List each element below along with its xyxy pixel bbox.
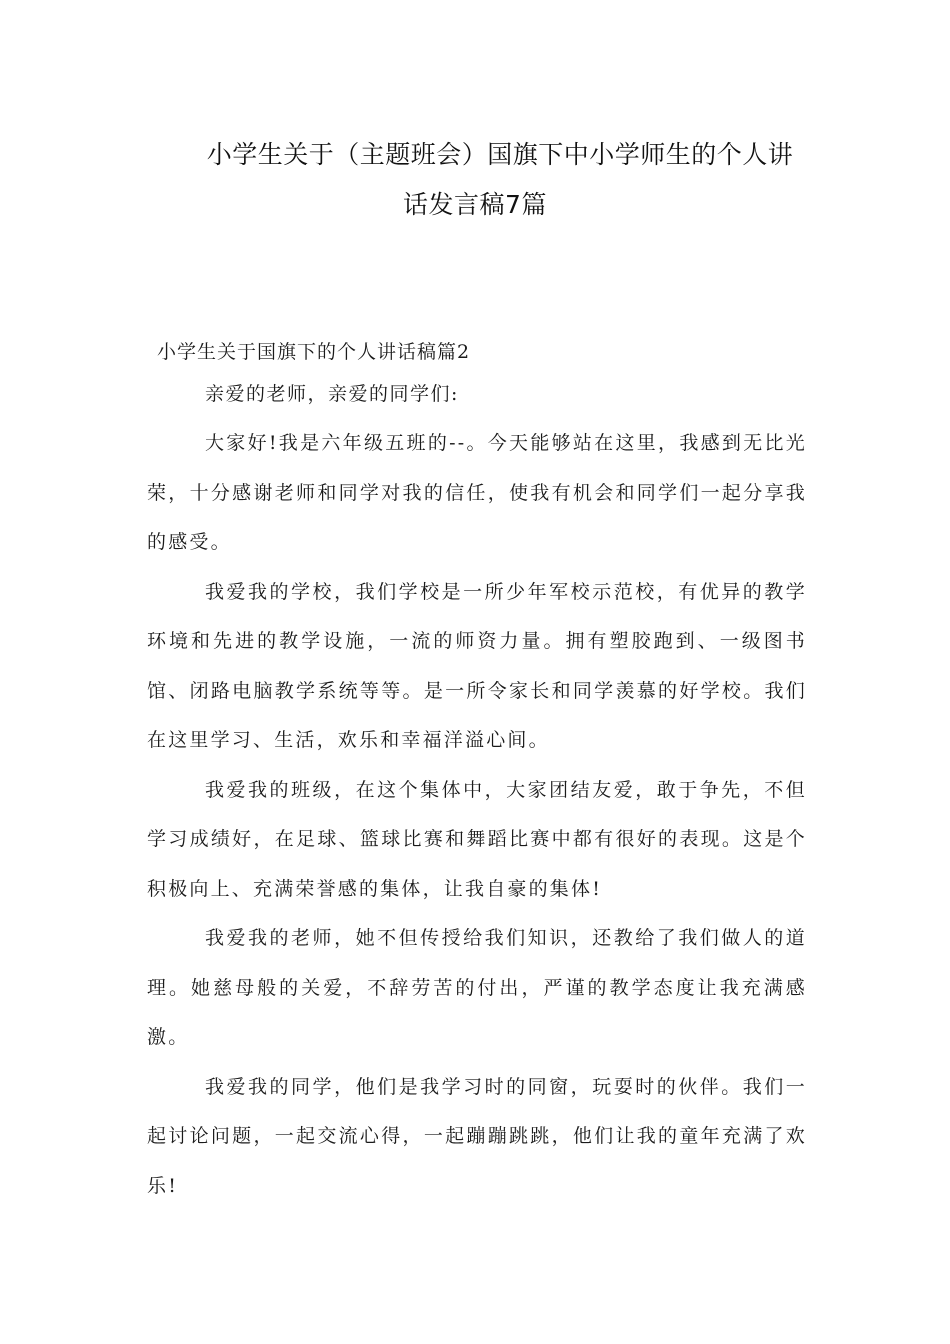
document-title-line1: 小学生关于（主题班会）国旗下中小学师生的个人讲 <box>206 140 794 169</box>
document-title-line2: 话发言稿7篇 <box>403 190 547 219</box>
paragraph: 我爱我的班级，在这个集体中，大家团结友爱，敢于争先，不但学习成绩好，在足球、篮球比赛和舞蹈比赛中都有很好的表现。这是个积极向上、充满荣誉感的集体，让我自豪的集体! <box>147 778 807 900</box>
paragraph: 我爱我的学校，我们学校是一所少年军校示范校，有优异的教学环境和先进的教学设施，一流的师资力量。拥有塑胶跑到、一级图书馆、闭路电脑教学系统等等。是一所令家长和同学羡慕的好学校。我们在这里学习、生活，欢乐和幸福洋溢心间。 <box>147 580 807 751</box>
paragraph: 我爱我的同学，他们是我学习时的同窗，玩耍时的伙伴。我们一起讨论问题，一起交流心得，一起蹦蹦跳跳，他们让我的童年充满了欢乐! <box>147 1075 807 1197</box>
section-heading: 小学生关于国旗下的个人讲话稿篇2 <box>157 341 471 363</box>
paragraph: 我爱我的老师，她不但传授给我们知识，还教给了我们做人的道理。她慈母般的关爱，不辞劳苦的付出，严谨的教学态度让我充满感激。 <box>147 927 807 1048</box>
salutation: 亲爱的老师，亲爱的同学们: <box>205 383 459 405</box>
paragraph: 大家好!我是六年级五班的--。今天能够站在这里，我感到无比光荣，十分感谢老师和同学对我的信任，使我有机会和同学们一起分享我的感受。 <box>147 432 807 553</box>
document-body <box>147 334 807 1211</box>
